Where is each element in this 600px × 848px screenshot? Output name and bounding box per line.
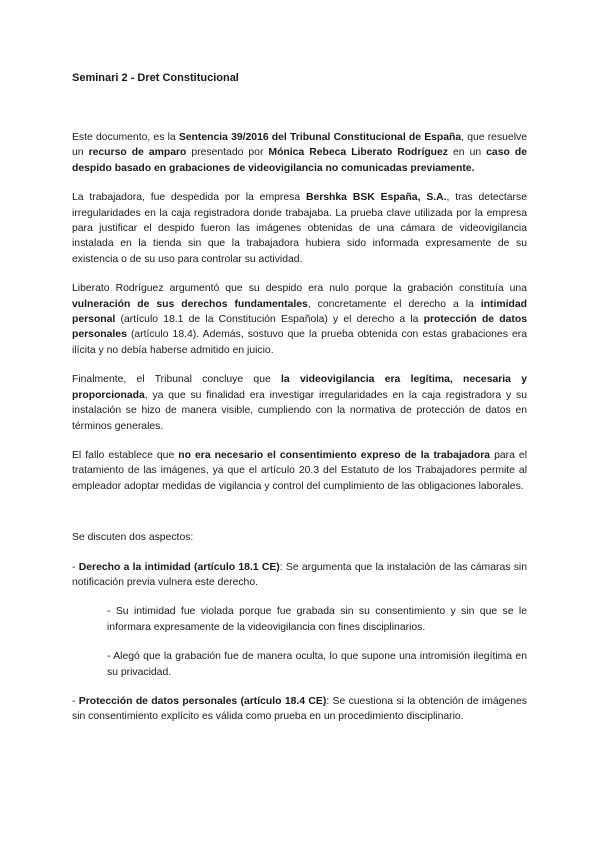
paragraph-intro <box>72 130 527 176</box>
text: en un <box>448 147 487 159</box>
paragraph-ruling <box>72 448 527 494</box>
aspect-intimacy <box>72 560 527 591</box>
paragraph-conclusion <box>72 372 527 434</box>
text: , ya que su finalidad era investigar irregularidades en la caja registradora y su instalación se hizo de manera visible, cumpliendo con la normativa de protección de datos en términos generales. <box>72 389 527 432</box>
bold-text: intimidad personal <box>72 298 527 326</box>
text: : Se cuestiona si la obtención de imágenes sin consentimiento explícito es válida como prueba en un procedimiento disciplinario. <box>72 695 527 723</box>
text: para el tratamiento de las imágenes, ya que el artículo 20.3 del Estatuto de los Trabajadores permite al empleador adoptar medidas de vigilancia y control del cumplimiento de las obligaciones laborales. <box>72 449 527 492</box>
bold-text: caso de despido basado en grabaciones de videovigilancia no comunicadas previamente. <box>72 147 527 174</box>
text: Este documento, es la <box>72 132 179 143</box>
text: - <box>72 695 79 707</box>
document-page <box>72 72 527 739</box>
spacer <box>72 108 527 130</box>
text: , concretamente el derecho a la <box>307 298 481 310</box>
bold-text: la videovigilancia era legítima, necesaria y proporcionada <box>72 374 528 401</box>
paragraph-arguments <box>72 281 527 358</box>
text: La trabajadora, fue despedida por la empresa <box>72 192 306 204</box>
bold-text: Protección de datos personales (artículo 18.4 CE) <box>78 695 327 707</box>
document-title: Seminari 2 - Dret Constitucional <box>72 72 239 84</box>
text: (artículo 18.4). Además, sostuvo que la prueba obtenida con estas grabaciones era ilícita y no debía haberse admitido en juicio. <box>72 329 527 356</box>
text: Finalmente, el Tribunal concluye que <box>72 374 282 386</box>
bold-text: Sentencia 39/2016 del Tribunal Constitucional de España <box>178 132 462 143</box>
text: presentado por <box>186 147 269 159</box>
text: : Se argumenta que la instalación de las cámaras sin notificación previa vulnera este derecho. <box>72 561 527 588</box>
text: , tras detectarse irregularidades en la caja registradora donde trabajaba. La prueba clave utilizada por la empresa para justificar el despido fueron las imágenes obtenidas de una cámara de videovigilancia instalada en la tienda sin que la trabajadora hubiera sido informada expresamente de su existencia o de su uso para controlar su actividad. <box>72 192 527 265</box>
paragraph-aspects-intro: Se discuten dos aspectos: <box>72 532 194 544</box>
sub-point-hidden: - Alegó que la grabación fue de manera oculta, lo que supone una intromisión ilegítima en su privacidad. <box>107 651 527 678</box>
text: , que resuelve un <box>72 132 527 159</box>
bold-text: Derecho a la intimidad (artículo 18.1 CE) <box>78 561 280 573</box>
aspect-data-protection <box>72 694 527 725</box>
paragraph-facts <box>72 190 527 267</box>
text: - <box>72 561 79 573</box>
spacer <box>72 508 527 530</box>
text: Liberato Rodríguez argumentó que su despido era nulo porque la grabación constituía una <box>72 283 527 295</box>
text: (artículo 18.1 de la Constitución Española) y el derecho a la <box>115 314 424 326</box>
bold-text: no era necesario el consentimiento expreso de la trabajadora <box>178 449 491 461</box>
bold-text: Bershka BSK España, S.A. <box>305 192 447 204</box>
bold-text: vulneración de sus derechos fundamentales <box>72 298 308 310</box>
sub-point-consent: - Su intimidad fue violada porque fue grabada sin su consentimiento y sin que se le informara expresamente de la videovigilancia con fines disciplinarios. <box>107 606 527 633</box>
text: El fallo establece que <box>72 449 179 461</box>
bold-text: Mónica Rebeca Liberato Rodríguez <box>268 147 448 159</box>
bold-text: protección de datos personales <box>72 314 527 341</box>
bold-text: recurso de amparo <box>88 147 187 159</box>
